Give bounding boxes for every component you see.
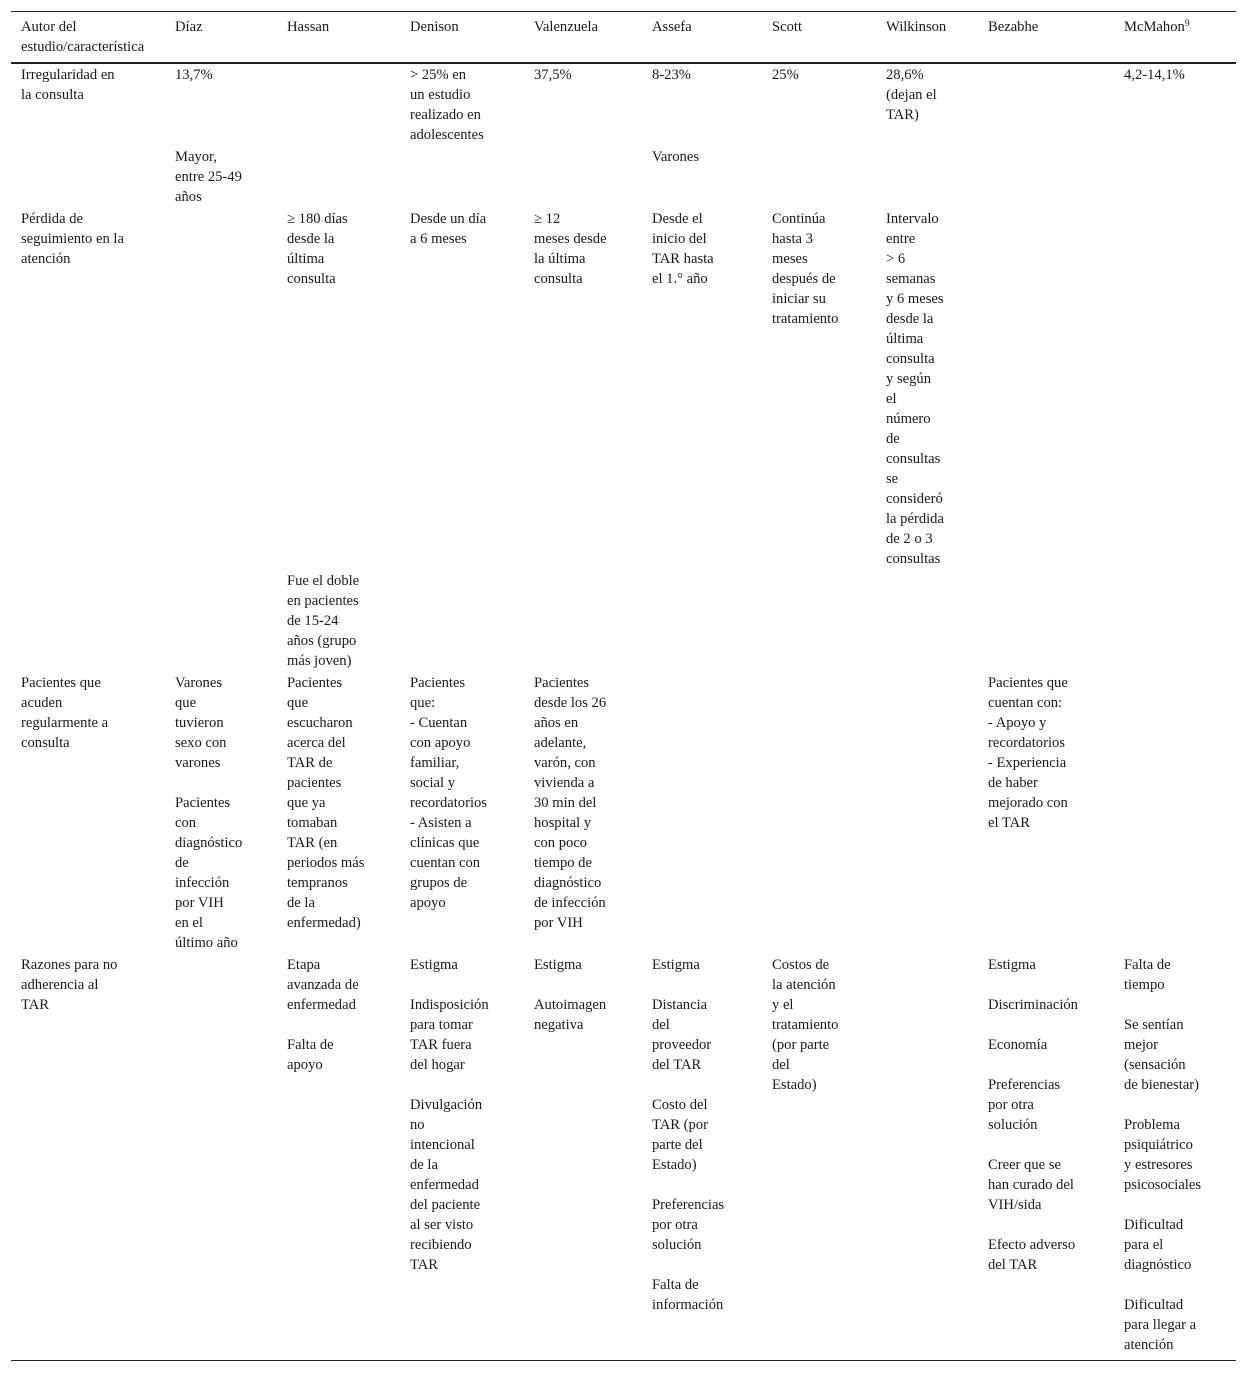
cell-irregularidad-assefa: 8-23% [652, 67, 691, 83]
cell-pacientes-bezabhe: Pacientes que cuentan con: - Apoyo y recordatorios - Experiencia de haber mejorado con el TAR [988, 675, 1068, 831]
header-hassan: Hassan [287, 19, 330, 35]
cell-irregularidad-diaz: 13,7% [175, 67, 213, 83]
reference-superscript: 9 [1184, 19, 1190, 29]
row-label-perdida: Pérdida de seguimiento en la atención [21, 211, 124, 267]
header-scott: Scott [772, 19, 802, 35]
cell-perdida-hassan-age: Fue el doble en pacientes de 15-24 años (grupo más joven) [287, 573, 360, 669]
table-bottom-rule [11, 1360, 1236, 1361]
cell-irregularidad-diaz-age: Mayor, entre 25-49 años [175, 149, 242, 205]
row-label-pacientes: Pacientes que acuden regularmente a consulta [21, 675, 109, 751]
cell-perdida-assefa: Desde el inicio del TAR hasta el 1.° año [652, 211, 714, 287]
cell-pacientes-diaz: Varones que tuvieron sexo con varones Pacientes con diagnóstico de infección por VIH en el último año [175, 675, 243, 951]
cell-razones-mcmahon: Falta de tiempo Se sentían mejor (sensación de bienestar) Problema psiquiátrico y estresores psicosociales Dificultad para el diagnóstico Dificultad para llegar a atención [1124, 957, 1202, 1353]
header-mcmahon [1124, 17, 1190, 37]
cell-razones-hassan: Etapa avanzada de enfermedad Falta de apoyo [287, 957, 359, 1073]
cell-razones-assefa: Estigma Distancia del proveedor del TAR Costo del TAR (por parte del Estado) Preferencias por otra solución Falta de información [652, 957, 725, 1313]
cell-pacientes-hassan: Pacientes que escucharon acerca del TAR de pacientes que ya tomaban TAR (en periodos más tempranos de la enfermedad) [287, 675, 365, 931]
row-label-razones: Razones para no adherencia al TAR [21, 957, 118, 1013]
cell-perdida-denison: Desde un día a 6 meses [410, 211, 487, 247]
cell-perdida-scott: Continúa hasta 3 meses después de iniciar su tratamiento [772, 211, 839, 327]
cell-perdida-hassan: ≥ 180 días desde la última consulta [287, 211, 348, 287]
cell-irregularidad-valenzuela: 37,5% [534, 67, 572, 83]
cell-irregularidad-wilkinson: 28,6% (dejan el TAR) [886, 67, 937, 123]
header-bottom-rule [11, 62, 1236, 64]
cell-razones-bezabhe: Estigma Discriminación Economía Preferencias por otra solución Creer que se han curado del VIH/sida Efecto adverso del TAR [988, 957, 1078, 1273]
cell-razones-denison: Estigma Indisposición para tomar TAR fuera del hogar Divulgación no intencional de la enfermedad del paciente al ser visto recibiendo TAR [410, 957, 489, 1273]
cell-razones-valenzuela: Estigma Autoimagen negativa [534, 957, 607, 1033]
cell-irregularidad-scott: 25% [772, 67, 799, 83]
row-label-irregularidad: Irregularidad en la consulta [21, 67, 115, 103]
cell-irregularidad-assefa-sex: Varones [652, 149, 700, 165]
header-diaz: Díaz [175, 19, 203, 35]
header-denison: Denison [410, 19, 459, 35]
cell-pacientes-denison: Pacientes que: - Cuentan con apoyo familiar, social y recordatorios - Asisten a clínicas que cuentan con grupos de apoyo [410, 675, 487, 911]
cell-irregularidad-denison: > 25% en un estudio realizado en adolescentes [410, 67, 484, 143]
header-characteristic: Autor del estudio/característica [21, 19, 145, 55]
table-top-rule [11, 11, 1236, 12]
header-assefa: Assefa [652, 19, 692, 35]
header-valenzuela: Valenzuela [534, 19, 599, 35]
header-bezabhe: Bezabhe [988, 19, 1039, 35]
cell-pacientes-valenzuela: Pacientes desde los 26 años en adelante, varón, con vivienda a 30 min del hospital y con poco tiempo de diagnóstico de infección por VIH [534, 675, 607, 931]
header-wilkinson: Wilkinson [886, 19, 947, 35]
cell-perdida-valenzuela: ≥ 12 meses desde la última consulta [534, 211, 607, 287]
cell-razones-scott: Costos de la atención y el tratamiento (por parte del Estado) [772, 957, 839, 1093]
header-mcmahon-name: McMahon [1124, 19, 1185, 35]
cell-irregularidad-mcmahon: 4,2-14,1% [1124, 67, 1185, 83]
cell-perdida-wilkinson: Intervalo entre > 6 semanas y 6 meses desde la última consulta y según el número de consultas se consideró la pérdida de 2 o 3 consultas [886, 211, 944, 567]
